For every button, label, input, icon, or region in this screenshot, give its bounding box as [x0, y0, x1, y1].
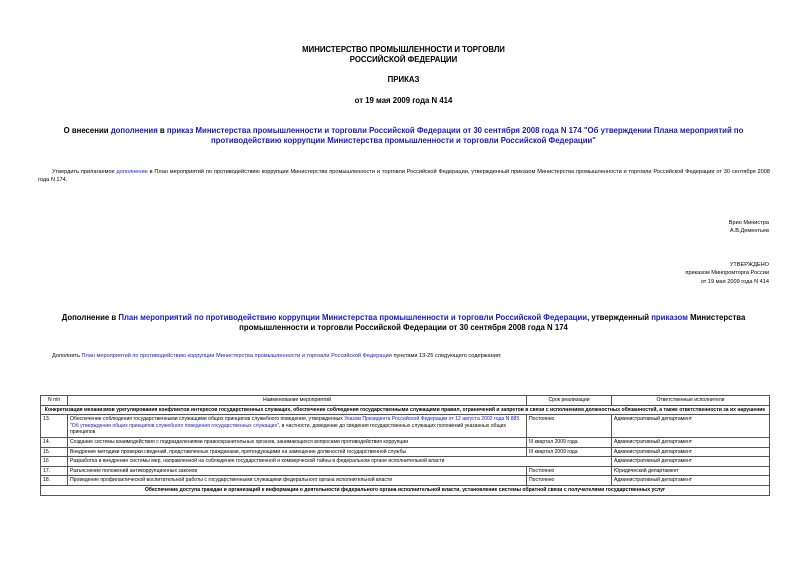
title-link-addendum[interactable]: дополнения	[110, 126, 158, 135]
table-header-row	[41, 396, 770, 406]
table-row	[41, 457, 770, 467]
intro-paragraph	[38, 168, 770, 185]
row13-link-decree[interactable]: Указом Президента Российской Федерации от 12 августа 2002 года N 885 "Об утверждении общих принципов служебного поведения государственных служащих"	[70, 416, 520, 429]
row-name: Разъяснение положений антикоррупционных законов	[68, 466, 527, 476]
row13-text-a: Обеспечение соблюдения государственными служащими общих принципов служебного поведения, утвержденных	[70, 416, 345, 423]
section-title-2: Обеспечение доступа граждан и организаций к информации о деятельности федерального органа исполнительной власти, установление системы обратной связи с получателями государственных услуг	[41, 485, 770, 495]
measures-table	[40, 395, 770, 496]
addendum-link-plan[interactable]: План мероприятий по противодействию коррупции Министерства промышленности и торговли Российской Федерации	[118, 313, 588, 322]
doc-type: ПРИКАЗ	[387, 75, 420, 84]
section-row	[41, 405, 770, 415]
row-name: Проведение профилактической воспитательной работы с государственными служащими федерального органа исполнительной власти	[68, 476, 527, 486]
row-name: Создание системы взаимодействия с подразделениями правоохранительных органов, занимающихся вопросами противодействия коррупции	[68, 437, 527, 447]
row-num: 15.	[41, 447, 68, 457]
ministry-name	[0, 45, 807, 65]
row-responsible: Административный департамент	[612, 437, 770, 447]
row-responsible: Административный департамент	[612, 415, 770, 438]
intro-prefix: Утвердить прилагаемое	[52, 169, 117, 175]
row-responsible: Административный департамент	[612, 447, 770, 457]
row-name: Внедрение методики проверки сведений, представленных гражданами, претендующими на замещение должностей государственной службы	[68, 447, 527, 457]
row-term: III квартал 2009 года	[527, 447, 612, 457]
table-row	[41, 415, 770, 438]
header-name: Наименование мероприятий	[68, 396, 527, 406]
supplement-prefix: Дополнить	[52, 353, 82, 359]
header-term: Срок реализации	[527, 396, 612, 406]
table-row	[41, 447, 770, 457]
signature-block	[729, 219, 769, 236]
title-link-order[interactable]: приказ Министерства промышленности и торговли Российской Федерации от 30 сентября 2008 года N 174 "Об утверждении Плана мероприятий по противодействию коррупции Министерства промышленности и торговли Российской Федерации"	[166, 126, 744, 145]
row-term: Постоянно	[527, 415, 612, 438]
row-num: 13.	[41, 415, 68, 438]
addendum-suffix: Министерства промышленности и торговли Российской Федерации от 30 сентября 2008 года N 174	[239, 313, 746, 332]
row-name	[68, 415, 527, 438]
section-title-1: Конкретизация механизмов урегулирования конфликтов интересов государственных служащих, обеспечение соблюдения государственными служащими правил, ограничений и запретов в связи с исполнением должностных обязанностей, а также ответственности за их нарушение	[41, 405, 770, 415]
row13-text-b: , в частности, доведение до сведения государственных служащих положений указанных общих принципов	[70, 422, 507, 436]
row-term: Постоянно	[527, 476, 612, 486]
addendum-heading	[40, 313, 767, 333]
supplement-link-plan[interactable]: План мероприятий по противодействию коррупции Министерства промышленности и торговли Российской Федерации	[81, 353, 392, 359]
approval-line-1: УТВЕРЖДЕНО	[729, 262, 769, 268]
title-mid: в	[157, 126, 167, 135]
section-row	[41, 485, 770, 495]
row-num: 18.	[41, 476, 68, 486]
signature-name: А.В.Дементьев	[729, 228, 769, 235]
row-num: 16	[41, 457, 68, 467]
intro-text: в План мероприятий по противодействию коррупции Министерства промышленности и торговли Российской Федерации, утвержденный приказом Министерства промышленности и торговли Российской Федерации от 30 сентября 2008 года N 174.	[38, 169, 771, 184]
row-num: 17.	[41, 466, 68, 476]
addendum-link-order[interactable]: приказом	[651, 313, 688, 322]
doc-date: от 19 мая 2009 года N 414	[354, 96, 453, 105]
row-responsible: Юридический департамент	[612, 466, 770, 476]
approval-block	[685, 261, 769, 286]
signature-position: Врио Министра	[728, 220, 769, 226]
table-row	[41, 476, 770, 486]
row-term: III квартал 2009 года	[527, 437, 612, 447]
ministry-line-1: МИНИСТЕРСТВО ПРОМЫШЛЕННОСТИ И ТОРГОВЛИ	[302, 45, 505, 54]
title-prefix: О внесении	[63, 126, 111, 135]
table-row	[41, 437, 770, 447]
row-responsible: Административный департамент	[612, 457, 770, 467]
header-num: N п/п	[41, 396, 68, 406]
intro-link-addendum[interactable]: дополнение	[116, 169, 148, 175]
supplement-suffix: пунктами 13-25 следующего содержания:	[391, 353, 502, 359]
approval-line-2: приказом Минпромторга России	[685, 270, 769, 277]
row-name: Разработка и внедрение системы мер, направленной на соблюдение государственной и коммерческой тайны в федеральном органе исполнительной власти	[68, 457, 612, 467]
addendum-mid: , утвержденный	[587, 313, 652, 322]
approval-line-3: от 19 мая 2009 года N 414	[700, 278, 769, 285]
addendum-prefix: Дополнение в	[61, 313, 119, 322]
table-row	[41, 466, 770, 476]
supplement-paragraph	[38, 352, 770, 360]
header-responsible: Ответственные исполнители	[612, 396, 770, 406]
row-num: 14.	[41, 437, 68, 447]
row-responsible: Административный департамент	[612, 476, 770, 486]
ministry-line-2: РОССИЙСКОЙ ФЕДЕРАЦИИ	[349, 55, 458, 64]
row-term: Постоянно	[527, 466, 612, 476]
document-title	[60, 126, 747, 146]
